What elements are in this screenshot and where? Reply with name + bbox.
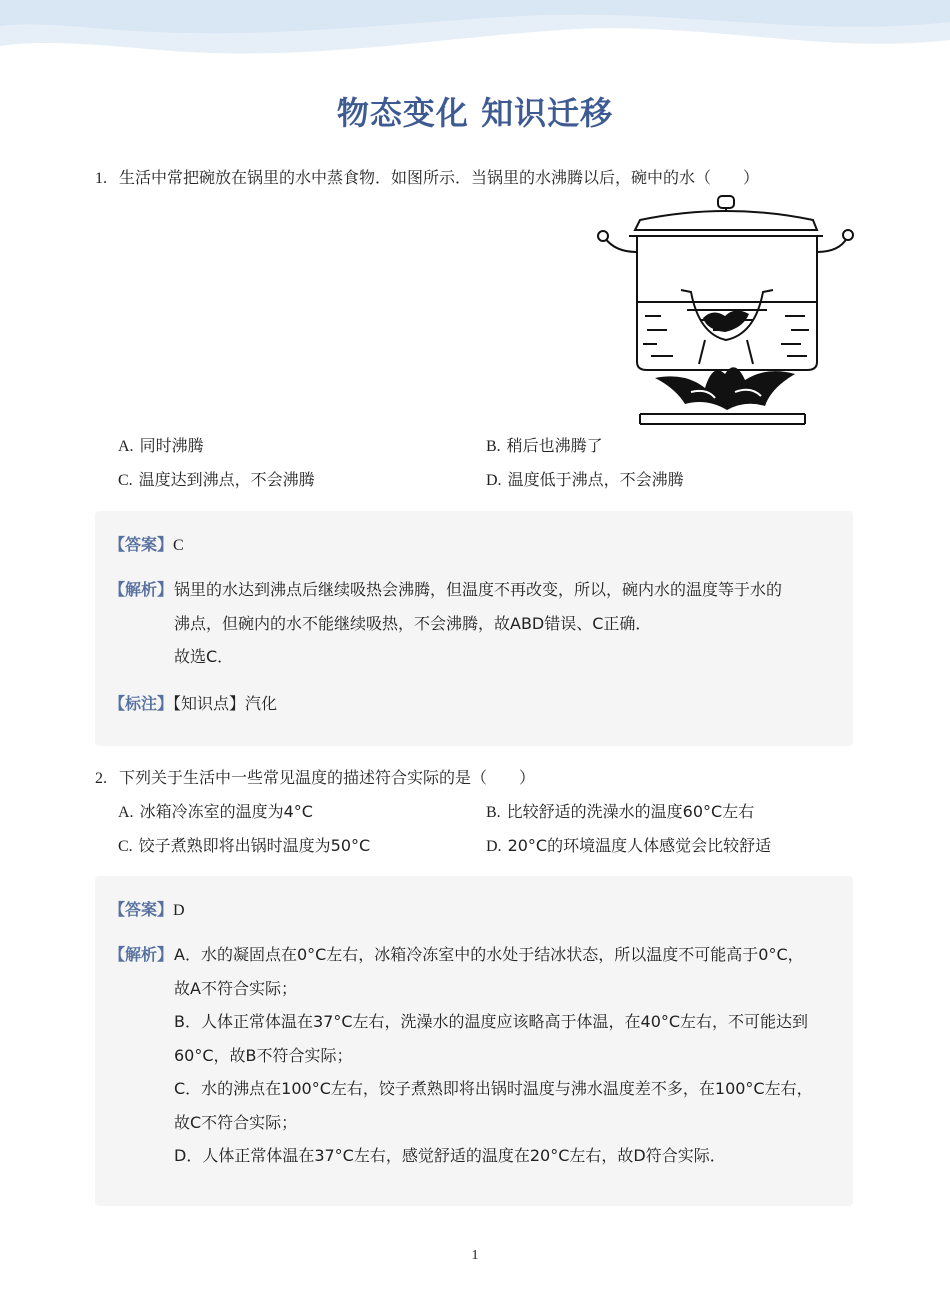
analysis-line: D．人体正常体温在37°C左右，感觉舒适的温度在20°C左右，故D符合实际． (174, 1146, 726, 1165)
question-number: 2. (95, 770, 107, 787)
question-2-option-c: C. 饺子煮熟即将出锅时温度为50°C (118, 836, 371, 855)
analysis-line: 60°C，故B不符合实际； (174, 1045, 353, 1065)
question-2-answer-box (95, 876, 853, 1206)
answer-value: D (173, 902, 185, 919)
analysis-line: A．水的凝固点在0°C左右，冰箱冷冻室中的水处于结冰状态，所以温度不可能高于0°C， (174, 945, 804, 964)
question-2-option-a: A. 冰箱冷冻室的温度为4°C (118, 802, 313, 821)
answer-value: C (173, 537, 184, 554)
analysis-tag-row (109, 938, 173, 972)
analysis-text (174, 573, 834, 674)
analysis-line: 故A不符合实际； (174, 978, 297, 998)
question-2-option-d: D. 20°C的环境温度人体感觉会比较舒适 (486, 836, 772, 855)
answer-tag: 【答案】 (109, 900, 174, 919)
question-2-stem (95, 765, 535, 788)
question-1-answer-box (95, 511, 853, 746)
note-value: 【知识点】汽化 (173, 694, 278, 713)
question-1-option-c: C. 温度达到沸点，不会沸腾 (118, 470, 315, 489)
analysis-tag-row (109, 573, 173, 607)
question-text: 生活中常把碗放在锅里的水中蒸食物．如图所示．当锅里的水沸腾以后，碗中的水（ ） (119, 168, 760, 187)
question-text: 下列关于生活中一些常见温度的描述符合实际的是（ ） (119, 768, 536, 787)
analysis-line: 故C不符合实际； (174, 1112, 298, 1132)
question-1-option-d: D. 温度低于沸点，不会沸腾 (486, 470, 684, 489)
analysis-text (174, 938, 834, 1173)
analysis-tag: 【解析】 (109, 945, 174, 964)
analysis-line: 锅里的水达到沸点后继续吸热会沸腾，但温度不再改变，所以，碗内水的温度等于水的 (174, 580, 783, 599)
answer-row (109, 528, 184, 563)
question-2-option-b: B. 比较舒适的洗澡水的温度60°C左右 (486, 802, 755, 821)
note-row (109, 687, 277, 721)
question-1-option-a: A. 同时沸腾 (118, 436, 204, 455)
analysis-line: B．人体正常体温在37°C左右，洗澡水的温度应该略高于体温，在40°C左右，不可能达到 (174, 1012, 809, 1031)
answer-row (109, 893, 185, 928)
answer-tag: 【答案】 (109, 535, 174, 554)
analysis-line: C．水的沸点在100°C左右，饺子煮熟即将出锅时温度与沸水温度差不多，在100°C左右， (174, 1079, 813, 1098)
header-wave-decoration (0, 0, 950, 70)
page-number: 1 (471, 1248, 479, 1263)
question-1-stem (95, 165, 759, 188)
analysis-line: 沸点，但碗内的水不能继续吸热，不会沸腾，故ABD错误、C正确． (174, 613, 652, 633)
analysis-tag: 【解析】 (109, 580, 174, 599)
question-number: 1. (95, 170, 107, 187)
steaming-pot-figure (595, 192, 855, 430)
page-title: 物态变化 知识迁移 (336, 94, 614, 132)
analysis-line: 故选C． (174, 647, 234, 666)
note-tag: 【标注】 (109, 694, 174, 713)
question-1-option-b: B. 稍后也沸腾了 (486, 436, 603, 455)
